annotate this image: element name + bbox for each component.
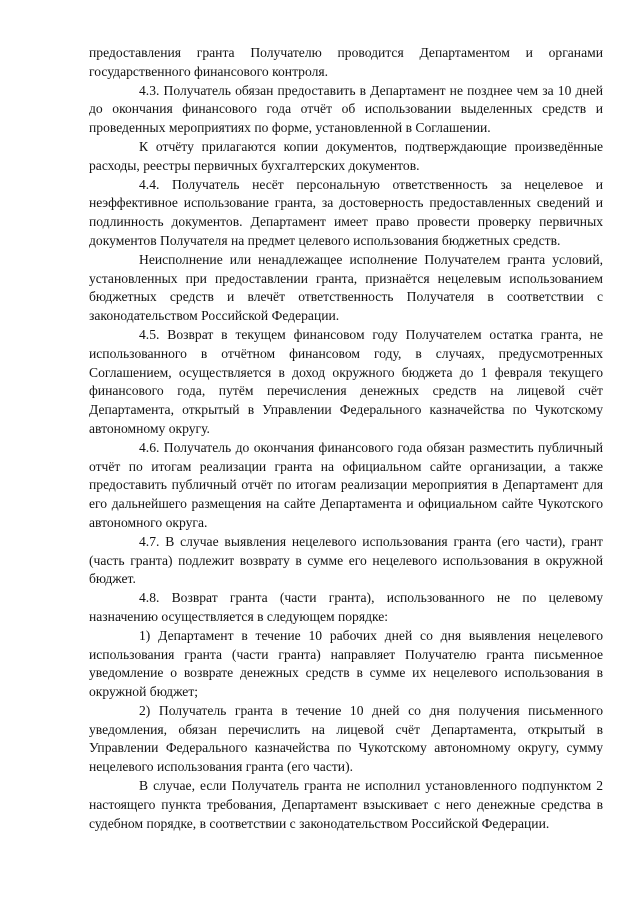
document-page: [89, 44, 603, 833]
paragraph-4-7: 4.7. В случае выявления нецелевого использования гранта (его части), грант (часть гранта) подлежит возврату в сумме его нецелевого использования в окружной бюджет.: [89, 533, 603, 587]
paragraph-4-4: 4.4. Получатель несёт персональную ответственность за нецелевое и неэффективное использование гранта, за достоверность предоставленных сведений и подлинность документов. Департамент имеет право провести проверку первичных документов Получателя на предмет целевого использования бюджетных средств.: [89, 176, 603, 248]
paragraph-non-performance: Неисполнение или ненадлежащее исполнение Получателем гранта условий, установленных при предоставлении гранта, признаётся нецелевым использованием бюджетных средств и влечёт ответственность Получателя в соответствии с законодательством Российской Федерации.: [89, 251, 603, 324]
paragraph-4-8-item-2: 2) Получатель гранта в течение 10 дней со дня получения письменного уведомления, обязан перечислить на лицевой счёт Департамента, открытый в Управлении Федерального казначейства по Чукотскому автономному округу, сумму нецелевого использования гранта (его части).: [89, 702, 603, 775]
paragraph-4-8: 4.8. Возврат гранта (части гранта), использованного не по целевому назначению осуществляется в следующем порядке:: [89, 590, 603, 624]
paragraph-4-8-item-1: 1) Департамент в течение 10 рабочих дней со дня выявления нецелевого использования гранта (части гранта) направляет Получателю гранта письменное уведомление о возврате денежных средств в сумме их нецелевого использования в окружной бюджет;: [89, 627, 603, 700]
paragraph-4-5: 4.5. Возврат в текущем финансовом году Получателем остатка гранта, не использованного в отчётном финансовом году, в случаях, предусмотренных Соглашением, осуществляется в доход окружного бюджета до 1 февраля текущего финансового года, путём перечисления денежных средств на лицевой счёт Департамента, открытый в Управлении Федерального казначейства по Чукотскому автономному округу.: [89, 326, 603, 436]
paragraph-4-3: 4.3. Получатель обязан предоставить в Департамент не позднее чем за 10 дней до окончания финансового года отчёт об использовании выделенных средств и проведенных мероприятиях по форме, установленной в Соглашении.: [89, 82, 603, 136]
paragraph-report-attachments: К отчёту прилагаются копии документов, подтверждающие произведённые расходы, реестры первичных бухгалтерских документов.: [89, 138, 603, 173]
paragraph-court-recovery: В случае, если Получатель гранта не исполнил установленного подпунктом 2 настоящего пункта требования, Департамент взыскивает с него денежные средства в судебном порядке, в соответствии с законодательством Российской Федерации.: [89, 778, 603, 831]
paragraph-4-6: 4.6. Получатель до окончания финансового года обязан разместить публичный отчёт по итогам реализации гранта на официальном сайте организации, а также предоставить публичный отчёт по итогам реализации мероприятия в Департамент для его дальнейшего размещения на сайте Департамента и официальном сайте Чукотского автономного округа.: [89, 439, 603, 530]
paragraph-grant-control-end: предоставления гранта Получателю проводится Департаментом и органами государственного финансового контроля.: [89, 45, 603, 79]
